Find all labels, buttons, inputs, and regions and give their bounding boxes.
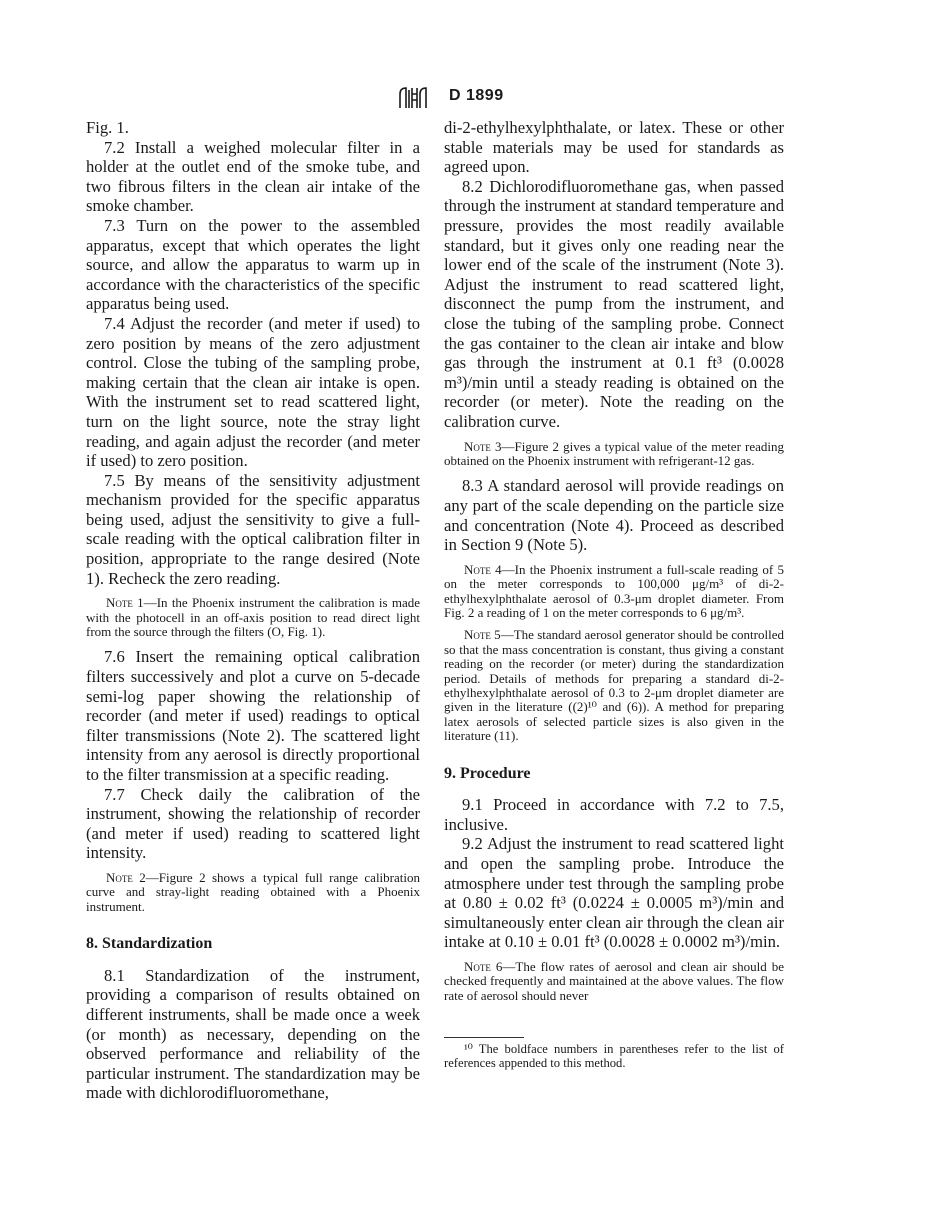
paragraph-8-3: 8.3 A standard aerosol will provide readings on any part of the scale depending on the particle size and concentration (Note 4). Proceed as described in Section 9 (Note 5).: [444, 476, 784, 555]
note-2-label: Note 2: [106, 870, 146, 885]
note-6: [444, 960, 784, 1003]
note-6-label: Note 6: [464, 958, 503, 974]
paragraph-7-2: 7.2 Install a weighed molecular filter in a holder at the outlet end of the smoke tube, and two fibrous filters in the clean air intake of the smoke chamber.: [86, 137, 420, 216]
section-8-heading: 8. Standardization: [86, 935, 213, 953]
note-3: [444, 440, 784, 469]
paragraph-7-4: 7.4 Adjust the recorder (and meter if used) to zero position by means of the zero adjustment control. Close the tubing of the sampling probe, making certain that the clean air intake is open. With the instrument set to read scattered light, turn on the light source, note the stray light reading, and again adjust the recorder (and meter if used) to zero position.: [86, 313, 420, 471]
right-column: [444, 118, 784, 1070]
section-9-heading: 9. Procedure: [444, 764, 531, 782]
note-1: [86, 596, 420, 639]
paragraph-8-2: 8.2 Dichlorodifluoromethane gas, when passed through the instrument at standard temperature and pressure, provides the most readily available standard, but it gives only one reading near the lower end of the scale of the instrument (Note 3). Adjust the instrument to read scattered light, disconnect the pump from the instrument, and close the tubing of the sampling probe. Connect the gas container to the clean air intake and blow gas through the instrument at 0.1 ft³ (0.0028 m³)/min until a steady reading is obtained on the recorder (or meter). Note the reading on the calibration curve.: [444, 176, 784, 431]
note-1-label: Note 1: [106, 595, 144, 611]
astm-logo-icon: [398, 86, 428, 110]
paragraph-7-6: 7.6 Insert the remaining optical calibration filters successively and plot a curve on 5-decade semi-log paper showing the relationship of recorder (and meter if used) readings to optical filter transmissions (Note 2). The scattered light intensity from any aerosol is directly proportional to the filter transmission at a specific reading.: [86, 647, 420, 785]
paragraph-9-1: 9.1 Proceed in accordance with 7.2 to 7.5, inclusive.: [444, 795, 784, 834]
note-3-label: Note 3: [464, 438, 502, 454]
left-column: [86, 118, 420, 1103]
note-4-text: —In the Phoenix instrument a full-scale reading of 5 on the meter corresponds to 100,000 μg/m³ of di-2-ethylhexylphthalate aerosol of 0.3-μm droplet diameter. From Fig. 2 a reading of 1 on the meter corresponds to 6 μg/m³.: [444, 561, 784, 620]
note-2-text: —Figure 2 shows a typical full range calibration curve and stray-light reading obtained with a Phoenix instrument.: [86, 870, 420, 914]
note-2: [86, 871, 420, 914]
note-1-text: —In the Phoenix instrument the calibration is made with the photocell in an off-axis position to read direct light from the source through the filters (O, Fig. 1).: [86, 595, 420, 640]
paragraph-8-1-continued: di-2-ethylhexylphthalate, or latex. These or other stable materials may be used for standards as agreed upon.: [444, 118, 784, 177]
paragraph-8-1: 8.1 Standardization of the instrument, providing a comparison of results obtained on different instruments, shall be made once a week (or month) as necessary, depending on the observed performance and reliability of the particular instrument. The standardization may be made with dichlorodifluoromethane,: [86, 965, 420, 1103]
paragraph-7-7: 7.7 Check daily the calibration of the instrument, showing the relationship of recorder (and meter if used) reading to scattered light intensity.: [86, 784, 420, 863]
figure-reference: Fig. 1.: [86, 118, 129, 137]
paragraph-9-2: 9.2 Adjust the instrument to read scattered light and open the sampling probe. Introduce the atmosphere under test through the sampling probe at 0.80 ± 0.02 ft³ (0.0224 ± 0.0005 m³)/min and simultaneously enter clean air through the clean air intake at 0.10 ± 0.01 ft³ (0.0028 ± 0.0002 m³)/min.: [444, 834, 784, 952]
note-4: [444, 563, 784, 621]
note-5: [444, 628, 784, 743]
standard-designation: D 1899: [449, 87, 504, 104]
footnote-10: ¹⁰ The boldface numbers in parentheses refer to the list of references appended to this method.: [444, 1042, 784, 1071]
page-header: [0, 86, 950, 110]
paragraph-7-5: 7.5 By means of the sensitivity adjustment mechanism provided for the specific apparatus being used, adjust the sensitivity to give a full-scale reading with the optical calibration filter in position, appropriate to the range desired (Note 1). Recheck the zero reading.: [86, 470, 420, 588]
footnote-divider: [444, 1037, 524, 1038]
note-6-text: —The flow rates of aerosol and clean air should be checked frequently and maintained at the above values. The flow rate of aerosol should never: [444, 958, 784, 1003]
note-5-label: Note 5: [464, 627, 501, 643]
note-4-label: Note 4: [464, 561, 502, 577]
note-3-text: —Figure 2 gives a typical value of the meter reading obtained on the Phoenix instrument with refrigerant-12 gas.: [444, 438, 784, 468]
paragraph-7-3: 7.3 Turn on the power to the assembled apparatus, except that which operates the light source, and allow the apparatus to warm up in accordance with the characteristics of the specific apparatus being used.: [86, 215, 420, 314]
note-5-text: —The standard aerosol generator should be controlled so that the mass concentration is constant, thus giving a constant reading on the recorder (or meter) during the standardization period. Details of methods for preparing a standard di-2-ethylhexylphthalate aerosol of 0.3 to 2-μm droplet diameter are given in the literature ((2)¹⁰ and (6)). A method for preparing latex aerosols of selected particle sizes is also given in the literature (11).: [444, 627, 784, 744]
